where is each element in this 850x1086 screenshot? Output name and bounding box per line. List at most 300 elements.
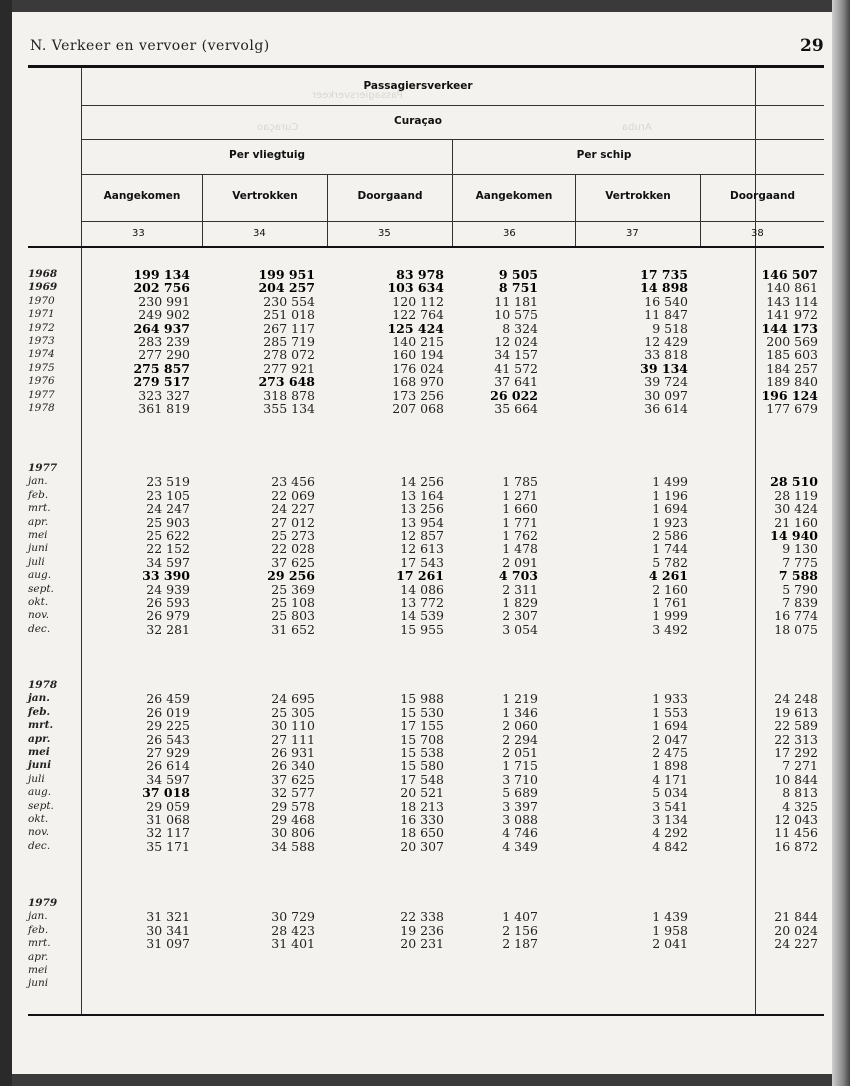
table-cell: 20 307 — [400, 838, 444, 854]
table-cell: 31 321 — [146, 909, 190, 925]
table-cell: 199 134 — [133, 267, 190, 282]
table-cell: 1 219 — [502, 691, 538, 707]
table-cell: 26 979 — [146, 608, 190, 624]
table-cell: 177 679 — [766, 401, 818, 416]
row-label: apr. — [28, 515, 49, 528]
table-cell: 25 622 — [146, 528, 190, 543]
table-cell: 26 931 — [271, 745, 315, 760]
row-label: jan. — [28, 910, 48, 923]
row-label: 1978 — [28, 402, 55, 414]
table-cell: 4 261 — [648, 568, 688, 584]
row-label: 1972 — [28, 321, 55, 334]
column-number-5: 37 — [626, 228, 639, 239]
table-cell: 26 459 — [146, 691, 190, 707]
table-cell: 144 173 — [761, 320, 818, 336]
row-label: jan. — [28, 692, 50, 705]
table-cell: 173 256 — [392, 387, 444, 403]
column-number-3: 35 — [378, 228, 391, 239]
row-label: 1977 — [28, 388, 55, 401]
table-cell: 189 840 — [766, 374, 818, 390]
table-cell: 277 921 — [263, 360, 315, 376]
row-label: aug. — [28, 569, 52, 582]
table-cell: 1 196 — [652, 487, 688, 503]
column-number-1: 33 — [132, 228, 145, 239]
table-cell: 1 694 — [652, 501, 688, 517]
table-cell: 30 729 — [271, 909, 315, 925]
page-number: 29 — [800, 36, 824, 56]
table-cell: 32 577 — [271, 785, 315, 801]
row-label: 1969 — [28, 281, 58, 294]
table-cell: 15 580 — [400, 758, 444, 774]
table-cell: 25 108 — [271, 595, 315, 610]
header-rule-1 — [82, 105, 824, 106]
table-cell: 10 575 — [494, 307, 538, 323]
header-rule-5 — [28, 246, 824, 248]
table-cell: 1 762 — [502, 528, 538, 543]
table-cell: 32 117 — [146, 825, 190, 841]
table-cell: 25 369 — [271, 581, 315, 597]
table-cell: 27 111 — [271, 731, 315, 747]
table-cell: 184 257 — [766, 360, 818, 376]
row-label: nov. — [28, 826, 50, 839]
table-cell: 277 290 — [138, 347, 190, 363]
table-cell: 230 554 — [263, 293, 315, 309]
table-cell: 34 157 — [494, 347, 538, 363]
table-cell: 27 012 — [271, 514, 315, 530]
table-cell: 31 097 — [146, 936, 190, 952]
table-cell: 29 059 — [146, 798, 190, 814]
table-cell: 2 307 — [502, 608, 538, 624]
table-cell: 16 872 — [774, 838, 818, 854]
table-cell: 31 652 — [271, 621, 315, 637]
table-cell: 15 955 — [400, 621, 444, 637]
table-cell: 5 782 — [652, 554, 688, 570]
table-cell: 33 818 — [644, 347, 688, 363]
table-cell: 146 507 — [761, 267, 818, 282]
table-cell: 30 806 — [271, 825, 315, 841]
table-cell: 7 271 — [782, 758, 818, 774]
table-cell: 12 429 — [644, 334, 688, 349]
table-cell: 279 517 — [133, 374, 190, 390]
table-cell: 9 518 — [652, 320, 688, 336]
table-cell: 122 764 — [392, 307, 444, 323]
table-cell: 14 539 — [400, 608, 444, 624]
table-cell: 9 505 — [498, 267, 538, 282]
header-rule-4 — [82, 221, 824, 222]
table-cell: 41 572 — [494, 360, 538, 376]
table-cell: 1 499 — [652, 474, 688, 490]
table-cell: 5 790 — [782, 581, 818, 597]
table-cell: 2 091 — [502, 554, 538, 570]
row-label: mrt. — [28, 937, 51, 950]
table-cell: 25 803 — [271, 608, 315, 624]
row-label: 1971 — [28, 308, 55, 321]
table-cell: 204 257 — [258, 280, 315, 296]
table-cell: 140 861 — [766, 280, 818, 296]
table-cell: 15 708 — [400, 731, 444, 747]
group-year-label: 1979 — [28, 897, 58, 909]
table-cell: 1 923 — [652, 514, 688, 530]
table-cell: 285 719 — [263, 334, 315, 349]
table-cell: 30 097 — [644, 387, 688, 403]
table-cell: 7 775 — [782, 554, 818, 570]
table-cell: 8 751 — [498, 280, 538, 296]
row-label: 1975 — [28, 361, 55, 374]
table-cell: 160 194 — [392, 347, 444, 363]
row-label: juni — [28, 759, 52, 772]
bleed-through-text: Curaçao — [257, 122, 299, 133]
column-header-3: Doorgaand — [357, 190, 423, 202]
row-label: apr. — [28, 950, 49, 963]
table-cell: 14 940 — [770, 528, 818, 543]
table-cell: 1 999 — [652, 608, 688, 624]
table-cell: 18 650 — [400, 825, 444, 841]
table-cell: 2 311 — [502, 581, 538, 597]
table-cell: 230 991 — [138, 293, 190, 309]
table-cell: 2 156 — [502, 922, 538, 938]
table-cell: 1 785 — [502, 474, 538, 490]
row-label: mei — [28, 746, 50, 758]
table-cell: 35 664 — [494, 401, 538, 416]
row-label: feb. — [28, 488, 49, 501]
table-cell: 12 043 — [774, 812, 818, 827]
table-cell: 19 613 — [774, 704, 818, 720]
table-cell: 249 902 — [138, 307, 190, 323]
table-cell: 21 844 — [774, 909, 818, 925]
table-cell: 1 553 — [652, 704, 688, 720]
row-label: juni — [28, 977, 49, 990]
table-cell: 26 593 — [146, 595, 190, 610]
table-cell: 143 114 — [766, 293, 818, 309]
table-cell: 26 019 — [146, 704, 190, 720]
table-cell: 3 492 — [652, 621, 688, 637]
table-cell: 2 160 — [652, 581, 688, 597]
table-cell: 24 247 — [146, 501, 190, 517]
column-header-6: Doorgaand — [730, 190, 795, 202]
table-cell: 26 614 — [146, 758, 190, 774]
table-cell: 30 341 — [146, 922, 190, 938]
table-cell: 1 933 — [652, 691, 688, 707]
table-cell: 4 171 — [652, 771, 688, 787]
table-cell: 29 256 — [267, 568, 315, 584]
table-cell: 9 130 — [782, 541, 818, 557]
table-cell: 1 478 — [502, 541, 538, 557]
table-cell: 15 538 — [400, 745, 444, 760]
table-cell: 11 456 — [774, 825, 818, 841]
row-label: juni — [28, 542, 49, 555]
group-year-label: 1978 — [28, 679, 58, 691]
row-label: feb. — [28, 705, 51, 718]
table-cell: 2 041 — [652, 936, 688, 952]
group-year-label: 1977 — [28, 462, 58, 474]
table-cell: 8 324 — [502, 320, 538, 336]
table-cell: 17 735 — [640, 267, 688, 282]
table-cell: 125 424 — [387, 320, 444, 336]
table-cell: 22 589 — [774, 718, 818, 734]
table-cell: 12 857 — [400, 528, 444, 543]
col-divider — [202, 174, 203, 247]
table-cell: 22 028 — [271, 541, 315, 557]
header-per-schip: Per schip — [576, 149, 632, 161]
table-cell: 4 349 — [502, 838, 538, 854]
table-cell: 1 771 — [502, 514, 538, 530]
column-header-2: Vertrokken — [232, 190, 298, 202]
row-label: juli — [28, 555, 45, 568]
document-page — [12, 12, 832, 1074]
table-cell: 29 578 — [271, 798, 315, 814]
table-cell: 24 939 — [146, 581, 190, 597]
table-cell: 4 292 — [652, 825, 688, 841]
table-cell: 34 597 — [146, 771, 190, 787]
row-label: 1970 — [28, 294, 55, 307]
table-cell: 3 054 — [502, 621, 538, 637]
table-cell: 24 227 — [271, 501, 315, 517]
table-cell: 4 746 — [502, 825, 538, 841]
table-cell: 207 068 — [392, 401, 444, 416]
table-cell: 1 271 — [502, 487, 538, 503]
column-number-6: 38 — [751, 228, 764, 239]
table-cell: 199 951 — [258, 267, 315, 282]
row-label: 1968 — [28, 268, 58, 280]
table-cell: 1 407 — [502, 909, 538, 925]
table-cell: 34 588 — [271, 838, 315, 854]
table-cell: 26 022 — [490, 387, 538, 403]
table-cell: 11 847 — [644, 307, 688, 323]
table-cell: 2 475 — [652, 745, 688, 760]
table-cell: 12 613 — [400, 541, 444, 557]
table-cell: 3 710 — [502, 771, 538, 787]
table-cell: 1 715 — [502, 758, 538, 774]
table-cell: 1 694 — [652, 718, 688, 734]
table-cell: 37 018 — [142, 785, 190, 801]
table-cell: 22 338 — [400, 909, 444, 925]
row-label: mrt. — [28, 502, 51, 515]
table-cell: 196 124 — [761, 387, 818, 403]
table-cell: 24 695 — [271, 691, 315, 707]
row-label: juli — [28, 772, 45, 785]
table-cell: 22 152 — [146, 541, 190, 557]
table-cell: 16 774 — [774, 608, 818, 624]
table-cell: 1 660 — [502, 501, 538, 517]
row-label: okt. — [28, 596, 49, 608]
row-label: nov. — [28, 609, 50, 622]
table-cell: 361 819 — [138, 401, 190, 416]
table-cell: 168 970 — [392, 374, 444, 390]
table-cell: 23 105 — [146, 487, 190, 503]
row-label: 1976 — [28, 375, 55, 388]
row-label: jan. — [28, 475, 48, 488]
table-cell: 1 346 — [502, 704, 538, 720]
column-number-2: 34 — [253, 228, 266, 239]
table-cell: 355 134 — [263, 401, 315, 416]
bleed-through-text: Passagiersverkeer — [312, 90, 403, 101]
table-cell: 30 424 — [774, 501, 818, 517]
table-cell: 1 439 — [652, 909, 688, 925]
row-label: aug. — [28, 786, 52, 799]
table-cell: 26 543 — [146, 731, 190, 747]
table-cell: 5 034 — [652, 785, 688, 801]
table-cell: 29 225 — [146, 718, 190, 734]
row-label: 1973 — [28, 335, 55, 347]
table-cell: 19 236 — [400, 922, 444, 938]
table-cell: 17 543 — [400, 554, 444, 570]
table-cell: 28 510 — [770, 474, 818, 490]
table-cell: 28 119 — [774, 487, 818, 503]
left-page-edge — [0, 0, 12, 1086]
table-cell: 1 761 — [652, 595, 688, 610]
row-label: feb. — [28, 923, 49, 936]
table-cell: 18 075 — [774, 621, 818, 637]
table-cell: 27 929 — [146, 745, 190, 760]
table-cell: 35 171 — [146, 838, 190, 854]
table-cell: 3 541 — [652, 798, 688, 814]
table-bottom-rule — [28, 1014, 824, 1016]
table-cell: 30 110 — [271, 718, 315, 734]
row-label: apr. — [28, 732, 51, 745]
table-cell: 39 134 — [640, 360, 688, 376]
table-cell: 32 281 — [146, 621, 190, 637]
table-cell: 31 068 — [146, 812, 190, 827]
bleed-through-text: Aruba — [622, 122, 652, 133]
table-cell: 4 325 — [782, 798, 818, 814]
table-cell: 2 586 — [652, 528, 688, 543]
header-rule — [28, 65, 824, 68]
table-cell: 17 548 — [400, 771, 444, 787]
table-cell: 22 313 — [774, 731, 818, 747]
table-cell: 10 844 — [774, 771, 818, 787]
table-cell: 120 112 — [392, 293, 444, 309]
table-cell: 23 519 — [146, 474, 190, 490]
table-cell: 273 648 — [258, 374, 315, 390]
table-cell: 16 330 — [400, 812, 444, 827]
table-cell: 20 521 — [400, 785, 444, 801]
table-cell: 4 703 — [498, 568, 538, 584]
table-cell: 7 839 — [782, 595, 818, 610]
header-region: Curaçao — [394, 115, 442, 127]
table-cell: 202 756 — [133, 280, 190, 296]
row-label: mei — [28, 529, 48, 541]
table-cell: 25 305 — [271, 704, 315, 720]
table-cell: 20 024 — [774, 922, 818, 938]
table-cell: 3 134 — [652, 812, 688, 827]
table-cell: 36 614 — [644, 401, 688, 416]
table-cell: 83 978 — [396, 267, 444, 282]
table-cell: 11 181 — [494, 293, 538, 309]
table-cell: 13 164 — [400, 487, 444, 503]
row-label: mei — [28, 964, 48, 976]
table-cell: 318 878 — [263, 387, 315, 403]
table-cell: 1 744 — [652, 541, 688, 557]
table-cell: 13 772 — [400, 595, 444, 610]
table-cell: 39 724 — [644, 374, 688, 390]
table-cell: 12 024 — [494, 334, 538, 349]
table-cell: 5 689 — [502, 785, 538, 801]
table-cell: 25 273 — [271, 528, 315, 543]
row-label: sept. — [28, 582, 54, 595]
table-cell: 31 401 — [271, 936, 315, 952]
table-cell: 13 954 — [400, 514, 444, 530]
table-cell: 275 857 — [133, 360, 190, 376]
table-cell: 15 988 — [400, 691, 444, 707]
table-cell: 2 294 — [502, 731, 538, 747]
table-cell: 103 634 — [387, 280, 444, 296]
table-cell: 28 423 — [271, 922, 315, 938]
row-label: sept. — [28, 799, 54, 812]
table-cell: 267 117 — [263, 320, 315, 336]
table-cell: 251 018 — [263, 307, 315, 323]
table-cell: 18 213 — [400, 798, 444, 814]
table-cell: 16 540 — [644, 293, 688, 309]
table-cell: 15 530 — [400, 704, 444, 720]
table-cell: 4 842 — [652, 838, 688, 854]
column-number-4: 36 — [503, 228, 516, 239]
table-cell: 323 327 — [138, 387, 190, 403]
table-cell: 141 972 — [766, 307, 818, 323]
header-per-vliegtuig: Per vliegtuig — [229, 149, 305, 161]
table-cell: 1 958 — [652, 922, 688, 938]
table-cell: 34 597 — [146, 554, 190, 570]
table-cell: 278 072 — [263, 347, 315, 363]
table-cell: 14 086 — [400, 581, 444, 597]
table-cell: 26 340 — [271, 758, 315, 774]
table-cell: 33 390 — [142, 568, 190, 584]
table-cell: 13 256 — [400, 501, 444, 517]
table-cell: 264 937 — [133, 320, 190, 336]
table-cell: 25 903 — [146, 514, 190, 530]
table-cell: 2 187 — [502, 936, 538, 952]
table-cell: 1 829 — [502, 595, 538, 610]
column-header-4: Aangekomen — [475, 190, 553, 202]
table-cell: 37 625 — [271, 771, 315, 787]
table-cell: 17 261 — [396, 568, 444, 584]
table-cell: 1 898 — [652, 758, 688, 774]
row-label: 1974 — [28, 348, 55, 361]
table-cell: 21 160 — [774, 514, 818, 530]
table-cell: 24 248 — [774, 691, 818, 707]
row-label: dec. — [28, 622, 51, 635]
table-cell: 200 569 — [766, 334, 818, 349]
header-passagiersverkeer: Passagiersverkeer — [363, 80, 473, 92]
header-rule-2 — [82, 139, 824, 140]
table-cell: 22 069 — [271, 487, 315, 503]
table-cell: 185 603 — [766, 347, 818, 363]
table-cell: 7 588 — [778, 568, 818, 584]
table-cell: 37 625 — [271, 554, 315, 570]
row-label: mrt. — [28, 719, 54, 732]
table-cell: 2 051 — [502, 745, 538, 760]
table-cell: 2 047 — [652, 731, 688, 747]
table-cell: 14 898 — [640, 280, 688, 296]
table-cell: 20 231 — [400, 936, 444, 952]
table-cell: 140 215 — [392, 334, 444, 349]
table-cell: 17 155 — [400, 718, 444, 734]
table-cell: 3 088 — [502, 812, 538, 827]
col-divider — [575, 174, 576, 247]
table-cell: 37 641 — [494, 374, 538, 390]
book-spine — [832, 0, 850, 1086]
header-rule-3 — [82, 174, 824, 175]
table-cell: 29 468 — [271, 812, 315, 827]
column-header-1: Aangekomen — [103, 190, 181, 202]
table-cell: 14 256 — [400, 474, 444, 490]
table-cell: 2 060 — [502, 718, 538, 734]
table-cell: 17 292 — [774, 745, 818, 760]
col-divider — [327, 174, 328, 247]
table-cell: 283 239 — [138, 334, 190, 349]
table-cell: 23 456 — [271, 474, 315, 490]
col-divider — [700, 174, 701, 247]
table-cell: 176 024 — [392, 360, 444, 376]
